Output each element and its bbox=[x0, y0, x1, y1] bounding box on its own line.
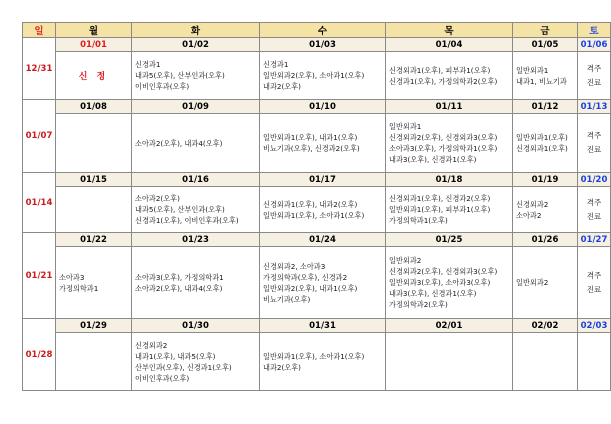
date-mon: 01/22 bbox=[56, 233, 132, 247]
date-row bbox=[23, 173, 611, 187]
week-label-cell bbox=[23, 100, 56, 173]
schedule-line: 신경외과2 bbox=[135, 340, 168, 350]
schedule-line: 소아과2(오후), 내과4(오후) bbox=[135, 138, 223, 148]
schedule-cell-fri bbox=[513, 52, 578, 100]
schedule-line: 일반외과2 bbox=[389, 256, 422, 265]
schedule-cell-fri bbox=[513, 187, 578, 233]
saturday-note: 격주 진료 bbox=[578, 114, 611, 173]
schedule-cell-wed bbox=[260, 114, 386, 173]
header-wed: 수 bbox=[260, 23, 386, 38]
schedule-line: 이비인후과(오후) bbox=[135, 373, 190, 383]
date-sat: 02/03 bbox=[578, 319, 611, 333]
schedule-line: 일반외과1(오후), 소아과1(오후) bbox=[263, 351, 365, 361]
schedule-line: 내과1(오후), 내과5(오후) bbox=[135, 351, 216, 361]
schedule-line: 내과2(오후) bbox=[263, 82, 301, 91]
date-thu: 02/01 bbox=[386, 319, 513, 333]
date-thu: 01/04 bbox=[386, 38, 513, 52]
header-tue: 화 bbox=[132, 23, 260, 38]
schedule-line: 산부인과(오후), 신경과1(오후) bbox=[135, 362, 232, 372]
date-sat: 01/06 bbox=[578, 38, 611, 52]
schedule-line: 일반외과2 bbox=[516, 278, 549, 287]
schedule-line: 내과1, 비뇨기과 bbox=[516, 76, 567, 86]
schedule-line: 일반외과1 bbox=[389, 122, 422, 131]
date-row bbox=[23, 233, 611, 247]
schedule-cell-wed bbox=[260, 333, 386, 391]
schedule-line: 신경외과1(오후), 신경과2(오후) bbox=[389, 194, 491, 203]
week-label-cell bbox=[23, 173, 56, 233]
date-row bbox=[23, 38, 611, 52]
schedule-line: 신경외과2, 소아과3 bbox=[263, 261, 326, 271]
schedule-line: 소아과2 bbox=[516, 210, 542, 220]
schedule-cell-thu bbox=[386, 52, 513, 100]
content-row bbox=[23, 114, 611, 173]
date-wed: 01/03 bbox=[260, 38, 386, 52]
week-label-cell bbox=[23, 38, 56, 100]
date-fri: 02/02 bbox=[513, 319, 578, 333]
schedule-cell-thu bbox=[386, 333, 513, 391]
schedule-line: 일반외과1(오후), 소아과1(오후) bbox=[263, 210, 365, 220]
header-sun: 일 bbox=[23, 23, 56, 38]
date-mon: 01/01 bbox=[56, 38, 132, 52]
schedule-cell-tue bbox=[132, 52, 260, 100]
schedule-cell-tue bbox=[132, 114, 260, 173]
date-wed: 01/31 bbox=[260, 319, 386, 333]
schedule-line: 신경외과2 bbox=[516, 199, 549, 209]
schedule-line: 내과3(오후), 신경과1(오후) bbox=[389, 155, 477, 164]
schedule-line: 소아과2(오후) bbox=[135, 194, 180, 203]
schedule-cell-tue bbox=[132, 247, 260, 319]
schedule-line: 일반외과2(오후), 내과1(오후) bbox=[263, 283, 358, 293]
schedule-cell-mon bbox=[56, 247, 132, 319]
schedule-line: 신경과1 bbox=[263, 60, 289, 69]
header-row bbox=[23, 23, 611, 38]
schedule-line: 소아과3 bbox=[59, 272, 85, 282]
schedule-cell-tue bbox=[132, 333, 260, 391]
week-label-cell bbox=[23, 319, 56, 391]
schedule-table bbox=[22, 22, 611, 391]
schedule-cell-wed bbox=[260, 247, 386, 319]
schedule-cell-thu bbox=[386, 187, 513, 233]
date-mon: 01/15 bbox=[56, 173, 132, 187]
schedule-cell-mon bbox=[56, 333, 132, 391]
content-row bbox=[23, 52, 611, 100]
schedule-cell-thu bbox=[386, 114, 513, 173]
holiday-label: 신 정 bbox=[56, 52, 132, 100]
date-wed: 01/17 bbox=[260, 173, 386, 187]
content-row bbox=[23, 333, 611, 391]
date-wed: 01/24 bbox=[260, 233, 386, 247]
schedule-cell-mon bbox=[56, 114, 132, 173]
schedule-line: 신경외과1(오후), 피부과1(오후) bbox=[389, 65, 491, 75]
schedule-line: 신경외과2(오후), 신경외과3(오후) bbox=[389, 133, 498, 142]
schedule-line: 내과5(오후), 산부인과(오후) bbox=[135, 205, 225, 214]
saturday-note: 격주 진료 bbox=[578, 187, 611, 233]
date-mon: 01/08 bbox=[56, 100, 132, 114]
date-row bbox=[23, 100, 611, 114]
schedule-line: 이비인후과(오후) bbox=[135, 82, 190, 91]
date-mon: 01/29 bbox=[56, 319, 132, 333]
date-tue: 01/02 bbox=[132, 38, 260, 52]
schedule-cell-fri bbox=[513, 114, 578, 173]
saturday-note: 격주 진료 bbox=[578, 247, 611, 319]
schedule-line: 일반외과3(오후), 소아과3(오후) bbox=[389, 278, 491, 287]
schedule-line: 소아과3(오후), 가정의학과1(오후) bbox=[389, 144, 498, 153]
saturday-cell bbox=[578, 333, 611, 391]
schedule-line: 일반외과1(오후) bbox=[516, 133, 568, 142]
schedule-line: 소아과3(오후), 가정의학과1 bbox=[135, 272, 224, 282]
date-sat: 01/27 bbox=[578, 233, 611, 247]
schedule-cell-wed bbox=[260, 52, 386, 100]
content-row bbox=[23, 187, 611, 233]
header-thu: 목 bbox=[386, 23, 513, 38]
date-fri: 01/12 bbox=[513, 100, 578, 114]
week-label: 01/07 bbox=[25, 131, 53, 141]
week-label: 01/28 bbox=[25, 349, 53, 360]
schedule-line: 신경과1(오후), 이비인후과(오후) bbox=[135, 216, 239, 225]
date-fri: 01/19 bbox=[513, 173, 578, 187]
schedule-line: 내과2(오후) bbox=[263, 362, 301, 372]
schedule-cell-fri bbox=[513, 333, 578, 391]
date-tue: 01/09 bbox=[132, 100, 260, 114]
schedule-cell-fri bbox=[513, 247, 578, 319]
week-label: 01/21 bbox=[25, 270, 53, 281]
schedule-cell-mon bbox=[56, 187, 132, 233]
date-thu: 01/25 bbox=[386, 233, 513, 247]
schedule-line: 가정의학과1(오후) bbox=[389, 216, 448, 225]
schedule-line: 소아과2(오후), 내과4(오후) bbox=[135, 283, 223, 293]
schedule-line: 일반외과1(오후), 피부과1(오후) bbox=[389, 205, 491, 214]
date-tue: 01/30 bbox=[132, 319, 260, 333]
date-sat: 01/13 bbox=[578, 100, 611, 114]
date-tue: 01/23 bbox=[132, 233, 260, 247]
date-tue: 01/16 bbox=[132, 173, 260, 187]
week-label: 12/31 bbox=[25, 63, 53, 74]
date-fri: 01/26 bbox=[513, 233, 578, 247]
header-fri: 금 bbox=[513, 23, 578, 38]
date-row bbox=[23, 319, 611, 333]
schedule-line: 신경외과1(오후), 내과2(오후) bbox=[263, 199, 358, 209]
date-thu: 01/11 bbox=[386, 100, 513, 114]
schedule-line: 신경외과2(오후), 신경외과3(오후) bbox=[389, 267, 498, 276]
date-fri: 01/05 bbox=[513, 38, 578, 52]
saturday-note: 격주 진료 bbox=[578, 52, 611, 100]
week-label-cell bbox=[23, 233, 56, 319]
schedule-line: 내과5(오후), 산부인과(오후) bbox=[135, 71, 225, 80]
header-mon: 월 bbox=[56, 23, 132, 38]
schedule-line: 가정의학과2(오후) bbox=[389, 300, 448, 309]
schedule-line: 내과3(오후), 신경과1(오후) bbox=[389, 289, 477, 298]
schedule-line: 일반외과1(오후), 내과1(오후) bbox=[263, 133, 358, 142]
schedule-line: 가정의학과(오후), 신경과2 bbox=[263, 272, 348, 282]
content-row bbox=[23, 247, 611, 319]
schedule-cell-tue bbox=[132, 187, 260, 233]
week-label: 01/14 bbox=[25, 197, 53, 208]
date-thu: 01/18 bbox=[386, 173, 513, 187]
date-wed: 01/10 bbox=[260, 100, 386, 114]
schedule-line: 가정의학과1 bbox=[59, 283, 99, 293]
date-sat: 01/20 bbox=[578, 173, 611, 187]
header-sat: 토 bbox=[578, 23, 611, 38]
schedule-line: 신경과1 bbox=[135, 60, 161, 69]
schedule-line: 일반외과1 bbox=[516, 65, 549, 75]
schedule-cell-thu bbox=[386, 247, 513, 319]
schedule-line: 비뇨기과(오후) bbox=[263, 294, 311, 304]
schedule-cell-wed bbox=[260, 187, 386, 233]
schedule-line: 신경외과1(오후) bbox=[516, 144, 568, 153]
schedule-line: 일반외과2(오후), 소아과1(오후) bbox=[263, 71, 365, 80]
schedule-line: 비뇨기과(오후), 신경과2(오후) bbox=[263, 144, 360, 153]
schedule-line: 신경과1(오후), 가정의학과2(오후) bbox=[389, 76, 498, 86]
